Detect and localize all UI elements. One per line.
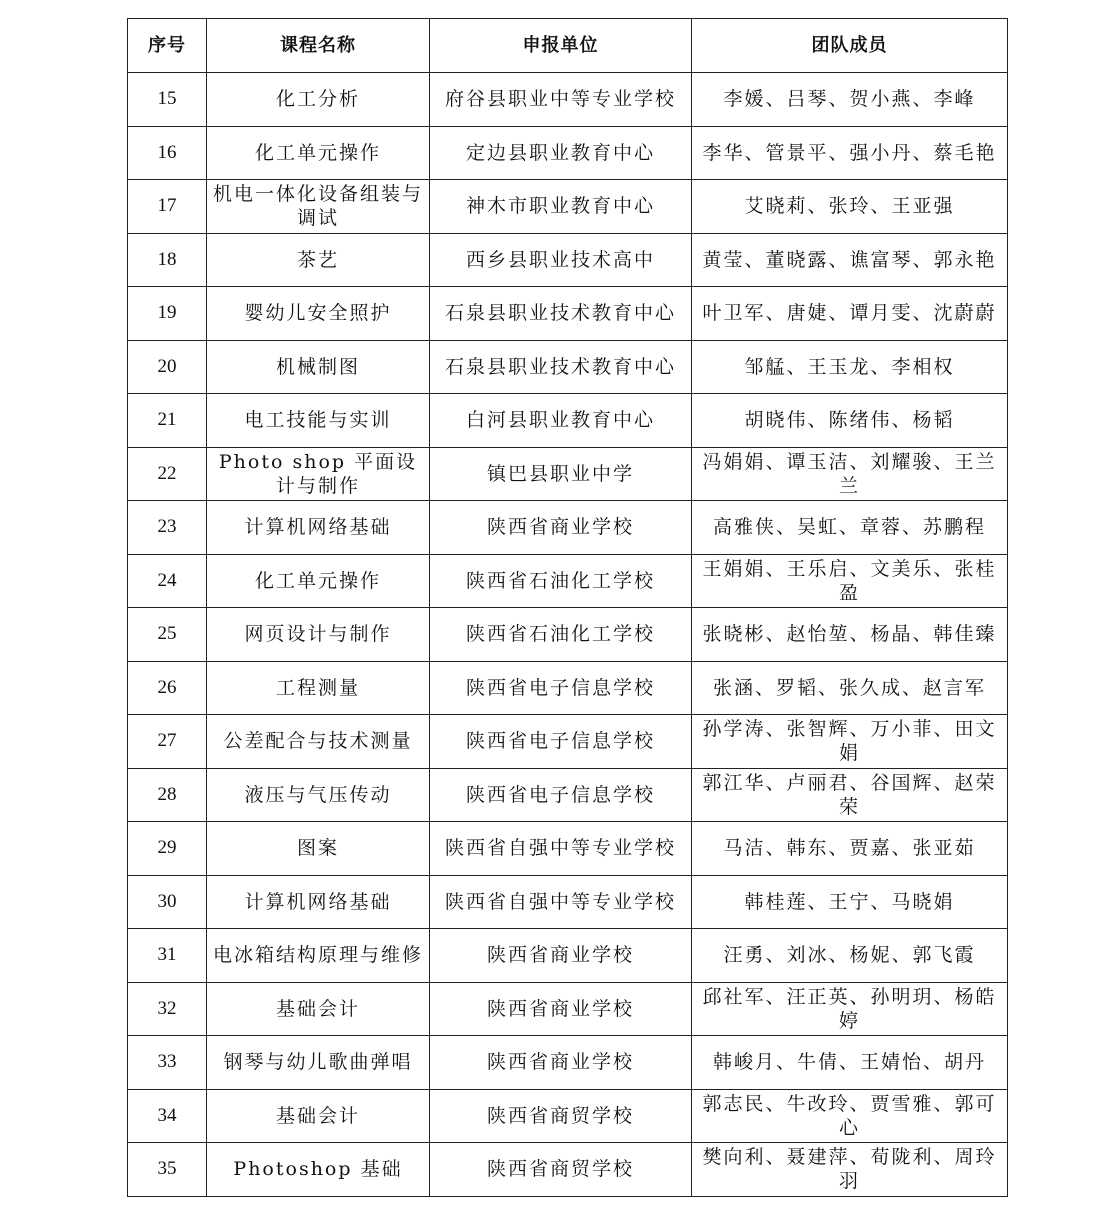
team-members: 李华、管景平、强小丹、蔡毛艳 (692, 126, 1008, 180)
applicant-unit: 陕西省商业学校 (430, 1036, 692, 1090)
header-index: 序号 (128, 19, 207, 73)
team-members: 韩桂莲、王宁、马晓娟 (692, 875, 1008, 929)
course-name: 计算机网络基础 (207, 875, 430, 929)
course-table-container (127, 18, 1007, 1197)
team-members: 王娟娟、王乐启、文美乐、张桂盈 (692, 554, 1008, 608)
applicant-unit: 陕西省电子信息学校 (430, 768, 692, 822)
course-table (127, 18, 1008, 1197)
table-row (128, 554, 1008, 608)
applicant-unit: 陕西省商业学校 (430, 929, 692, 983)
team-members: 叶卫军、唐婕、谭月雯、沈蔚蔚 (692, 287, 1008, 341)
course-name: 网页设计与制作 (207, 608, 430, 662)
header-course-name: 课程名称 (207, 19, 430, 73)
table-row (128, 715, 1008, 769)
applicant-unit: 陕西省电子信息学校 (430, 661, 692, 715)
applicant-unit: 西乡县职业技术高中 (430, 233, 692, 287)
row-index: 21 (128, 394, 207, 448)
team-members: 郭江华、卢丽君、谷国辉、赵荣荣 (692, 768, 1008, 822)
course-name: 化工单元操作 (207, 554, 430, 608)
table-row (128, 768, 1008, 822)
row-index: 35 (128, 1143, 207, 1197)
applicant-unit: 白河县职业教育中心 (430, 394, 692, 448)
table-row (128, 661, 1008, 715)
team-members: 黄莹、董晓露、谯富琴、郭永艳 (692, 233, 1008, 287)
row-index: 29 (128, 822, 207, 876)
row-index: 25 (128, 608, 207, 662)
table-row (128, 875, 1008, 929)
table-row (128, 340, 1008, 394)
course-name: 公差配合与技术测量 (207, 715, 430, 769)
team-members: 张晓彬、赵怡堃、杨晶、韩佳臻 (692, 608, 1008, 662)
course-name: 茶艺 (207, 233, 430, 287)
row-index: 34 (128, 1089, 207, 1143)
team-members: 汪勇、刘冰、杨妮、郭飞霞 (692, 929, 1008, 983)
course-name: 机械制图 (207, 340, 430, 394)
table-row (128, 180, 1008, 234)
row-index: 17 (128, 180, 207, 234)
table-row (128, 287, 1008, 341)
table-row (128, 501, 1008, 555)
course-name: 工程测量 (207, 661, 430, 715)
team-members: 邱社军、汪正英、孙明玥、杨皓婷 (692, 982, 1008, 1036)
course-name: Photo shop 平面设计与制作 (207, 447, 430, 501)
table-row (128, 822, 1008, 876)
applicant-unit: 陕西省商业学校 (430, 501, 692, 555)
team-members: 艾晓莉、张玲、王亚强 (692, 180, 1008, 234)
header-team-members: 团队成员 (692, 19, 1008, 73)
applicant-unit: 石泉县职业技术教育中心 (430, 287, 692, 341)
header-row (128, 19, 1008, 73)
applicant-unit: 陕西省商贸学校 (430, 1143, 692, 1197)
team-members: 孙学涛、张智辉、万小菲、田文娟 (692, 715, 1008, 769)
team-members: 高雅侠、吴虹、章蓉、苏鹏程 (692, 501, 1008, 555)
course-name: 婴幼儿安全照护 (207, 287, 430, 341)
team-members: 胡晓伟、陈绪伟、杨韬 (692, 394, 1008, 448)
row-index: 28 (128, 768, 207, 822)
course-name: 化工单元操作 (207, 126, 430, 180)
course-name: 液压与气压传动 (207, 768, 430, 822)
team-members: 邹艋、王玉龙、李相权 (692, 340, 1008, 394)
applicant-unit: 陕西省石油化工学校 (430, 608, 692, 662)
course-name: 计算机网络基础 (207, 501, 430, 555)
row-index: 32 (128, 982, 207, 1036)
applicant-unit: 定边县职业教育中心 (430, 126, 692, 180)
table-row (128, 1143, 1008, 1197)
table-row (128, 982, 1008, 1036)
applicant-unit: 陕西省电子信息学校 (430, 715, 692, 769)
course-name: 机电一体化设备组装与调试 (207, 180, 430, 234)
course-name: Photoshop 基础 (207, 1143, 430, 1197)
applicant-unit: 陕西省商贸学校 (430, 1089, 692, 1143)
applicant-unit: 镇巴县职业中学 (430, 447, 692, 501)
table-row (128, 929, 1008, 983)
applicant-unit: 陕西省石油化工学校 (430, 554, 692, 608)
table-header (128, 19, 1008, 73)
row-index: 22 (128, 447, 207, 501)
row-index: 19 (128, 287, 207, 341)
course-name: 图案 (207, 822, 430, 876)
table-row (128, 126, 1008, 180)
course-name: 基础会计 (207, 1089, 430, 1143)
row-index: 15 (128, 73, 207, 127)
team-members: 马洁、韩东、贾嘉、张亚茹 (692, 822, 1008, 876)
row-index: 20 (128, 340, 207, 394)
header-applicant-unit: 申报单位 (430, 19, 692, 73)
row-index: 31 (128, 929, 207, 983)
team-members: 李媛、吕琴、贺小燕、李峰 (692, 73, 1008, 127)
table-row (128, 447, 1008, 501)
row-index: 24 (128, 554, 207, 608)
applicant-unit: 陕西省自强中等专业学校 (430, 875, 692, 929)
applicant-unit: 陕西省商业学校 (430, 982, 692, 1036)
table-row (128, 1036, 1008, 1090)
row-index: 16 (128, 126, 207, 180)
table-row (128, 394, 1008, 448)
course-name: 电工技能与实训 (207, 394, 430, 448)
table-row (128, 233, 1008, 287)
team-members: 郭志民、牛改玲、贾雪雅、郭可心 (692, 1089, 1008, 1143)
applicant-unit: 府谷县职业中等专业学校 (430, 73, 692, 127)
table-row (128, 608, 1008, 662)
course-name: 电冰箱结构原理与维修 (207, 929, 430, 983)
team-members: 韩峻月、牛倩、王婧怡、胡丹 (692, 1036, 1008, 1090)
course-name: 基础会计 (207, 982, 430, 1036)
row-index: 23 (128, 501, 207, 555)
table-row (128, 1089, 1008, 1143)
table-body (128, 73, 1008, 1197)
table-row (128, 73, 1008, 127)
row-index: 27 (128, 715, 207, 769)
course-name: 化工分析 (207, 73, 430, 127)
team-members: 冯娟娟、谭玉洁、刘耀骏、王兰兰 (692, 447, 1008, 501)
row-index: 33 (128, 1036, 207, 1090)
row-index: 30 (128, 875, 207, 929)
applicant-unit: 石泉县职业技术教育中心 (430, 340, 692, 394)
row-index: 18 (128, 233, 207, 287)
team-members: 樊向利、聂建萍、荀陇利、周玲羽 (692, 1143, 1008, 1197)
row-index: 26 (128, 661, 207, 715)
applicant-unit: 陕西省自强中等专业学校 (430, 822, 692, 876)
applicant-unit: 神木市职业教育中心 (430, 180, 692, 234)
team-members: 张涵、罗韬、张久成、赵言军 (692, 661, 1008, 715)
course-name: 钢琴与幼儿歌曲弹唱 (207, 1036, 430, 1090)
